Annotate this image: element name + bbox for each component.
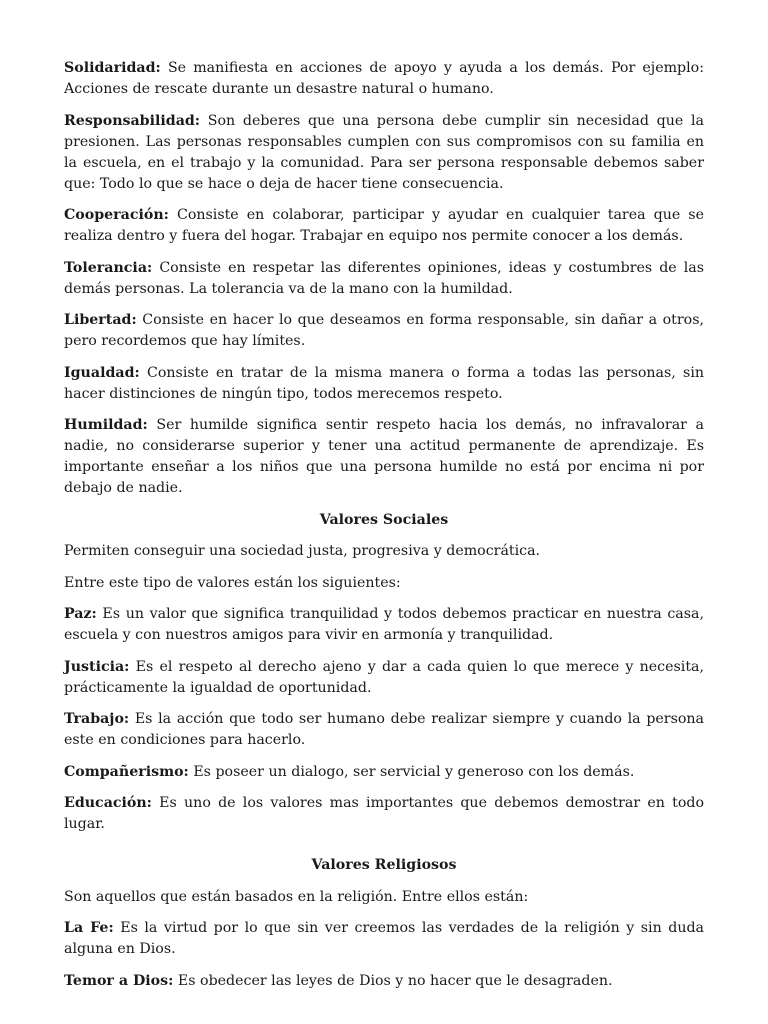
religious-intro: Son aquellos que están basados en la religión. Entre ellos están: — [64, 888, 529, 905]
social-list-intro: Entre este tipo de valores están los siguientes: — [64, 574, 401, 591]
value-igualdad — [64, 363, 704, 405]
value-term: Solidaridad: — [64, 60, 161, 76]
value-term: Tolerancia: — [64, 259, 153, 276]
value-companerismo — [64, 762, 704, 783]
value-term: Educación: — [64, 795, 152, 811]
value-description: Consiste en respetar las diferentes opiniones, ideas y costumbres de las demás personas. La tolerancia va de la mano con la humildad. — [64, 259, 705, 297]
value-description: Consiste en hacer lo que deseamos en forma responsable, sin dañar a otros, pero recordemos que hay límites. — [64, 312, 704, 349]
value-term: Paz: — [64, 606, 97, 622]
value-description: Son deberes que una persona debe cumplir sin necesidad que la presionen. Las personas responsables cumplen con sus compromisos con su familia en la escuela, en el trabajo y la comunidad. Para ser persona responsable debemos saber que: Todo lo que se hace o deja de hacer tiene consecuencia. — [64, 112, 704, 192]
value-humildad — [64, 415, 704, 499]
document-page — [64, 58, 704, 1002]
value-term: Humildad: — [64, 417, 148, 433]
value-term: Justicia: — [64, 658, 130, 675]
value-educacion — [64, 793, 704, 835]
value-term: Igualdad: — [64, 364, 140, 381]
value-description: Es poseer un dialogo, ser servicial y generoso con los demás. — [193, 763, 635, 780]
value-description: Es la acción que todo ser humano debe realizar siempre y cuando la persona este en condiciones para hacerlo. — [64, 711, 704, 748]
value-term: Trabajo: — [64, 711, 130, 727]
value-term: La Fe: — [64, 920, 114, 936]
value-libertad — [64, 310, 704, 352]
value-description: Es obedecer las leyes de Dios y no hacer que le desagraden. — [177, 972, 613, 989]
social-intro: Permiten conseguir una sociedad justa, progresiva y democrática. — [64, 543, 541, 559]
value-justicia — [64, 657, 704, 699]
value-temor-a-dios — [64, 971, 704, 992]
value-term: Responsabilidad: — [64, 112, 201, 129]
value-description: Ser humilde significa sentir respeto hacia los demás, no infravalorar a nadie, no considerarse superior y tener una actitud permanente de aprendizaje. Es importante enseñar a los niños que una persona humilde no está por encima ni por debajo de nadie. — [64, 417, 704, 496]
section-heading-social: Valores Sociales — [319, 511, 449, 528]
value-trabajo — [64, 709, 704, 751]
value-term: Cooperación: — [64, 207, 169, 223]
value-description: Consiste en colaborar, participar y ayudar en cualquier tarea que se realiza dentro y fuera del hogar. Trabajar en equipo nos permite conocer a los demás. — [64, 207, 704, 244]
value-responsabilidad — [64, 111, 704, 195]
value-term: Compañerismo: — [64, 763, 189, 780]
value-term: Temor a Dios: — [64, 972, 174, 989]
value-term: Libertad: — [64, 312, 137, 328]
value-description: Consiste en tratar de la misma manera o forma a todas las personas, sin hacer distinciones de ningún tipo, todos merecemos respeto. — [64, 364, 705, 402]
value-description: Es el respeto al derecho ajeno y dar a cada quien lo que merece y necesita, prácticamente la igualdad de oportunidad. — [64, 658, 704, 696]
value-description: Es un valor que significa tranquilidad y todos debemos practicar en nuestra casa, escuela y con nuestros amigos para vivir en armonía y tranquilidad. — [64, 606, 705, 643]
value-description: Se manifiesta en acciones de apoyo y ayuda a los demás. Por ejemplo: Acciones de rescate durante un desastre natural o humano. — [64, 60, 704, 97]
value-paz — [64, 604, 704, 646]
value-description: Es la virtud por lo que sin ver creemos las verdades de la religión y sin duda alguna en Dios. — [64, 920, 705, 957]
section-heading-religious: Valores Religiosos — [311, 857, 457, 873]
value-description: Es uno de los valores mas importantes que debemos demostrar en todo lugar. — [64, 795, 704, 832]
value-cooperacion — [64, 205, 704, 247]
value-la-fe — [64, 918, 704, 960]
value-tolerancia — [64, 258, 704, 300]
value-solidaridad — [64, 58, 704, 100]
